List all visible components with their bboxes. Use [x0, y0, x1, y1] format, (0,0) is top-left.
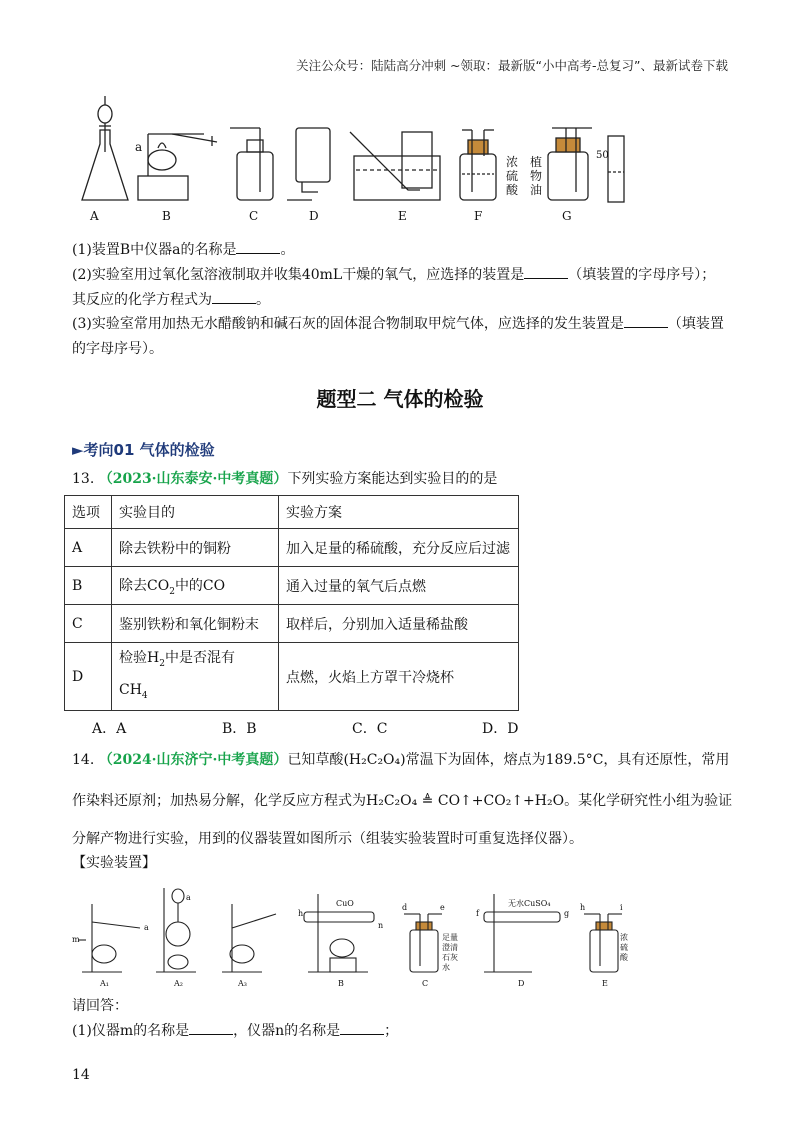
table-header-cell: 选项 [65, 496, 112, 529]
section-title: 题型二 气体的检验 [316, 387, 484, 411]
fig-label-c: C [249, 209, 259, 223]
label-m: m [72, 935, 80, 944]
answer-blank[interactable] [624, 313, 668, 328]
apparatus-a1 [78, 904, 140, 972]
q13-options [92, 718, 518, 738]
fig-label-d: D [309, 209, 319, 223]
apparatus-d [287, 128, 330, 200]
c-text-1: 足量 [442, 933, 458, 942]
label-f: f [476, 909, 479, 918]
q14-part1: (1)仪器m的名称是 ，仪器n的名称是 ； [72, 1019, 732, 1043]
fig-label-g: G [562, 209, 572, 223]
q14-line1: 14. （2024·山东济宁·中考真题）已知草酸(H₂C₂O₄)常温下为固体，熔点为189.5°C，具有还原性，常用 [72, 752, 730, 768]
q12-part2: (2)实验室用过氧化氢溶液制取并收集40mL干燥的氧气，应选择的装置是 （填装置的字母序号）； [72, 263, 732, 287]
q12-part1: (1)装置B中仪器a的名称是 。 [72, 238, 732, 262]
apparatus-a [82, 96, 128, 200]
label-cuo: CuO [336, 899, 354, 908]
answer-blank[interactable] [189, 1020, 233, 1035]
q12-part3-cont: 的字母序号）。 [72, 341, 163, 357]
q14-prompt: 请回答： [72, 998, 128, 1014]
answer-blank[interactable] [340, 1020, 384, 1035]
label-a1: a [144, 923, 149, 932]
label-a2: a [186, 893, 191, 902]
label-d: d [402, 903, 408, 912]
page-number: 14 [72, 1067, 90, 1083]
apparatus-c [230, 128, 273, 200]
label-g: g [564, 909, 570, 918]
apparatus-c2 [404, 914, 442, 972]
label-i: i [620, 903, 623, 912]
apparatus-e2 [584, 914, 622, 972]
page-header: 关注公众号：陆陆高分冲刺 ~领取：最新版“小中高考-总复习”、最新试卷下载 [296, 58, 728, 73]
table-row: C 鉴别铁粉和氧化铜粉末 取样后，分别加入适量稀盐酸 [65, 605, 519, 643]
g-scale: 50 [596, 150, 609, 161]
q12-part2-equation: 其反应的化学方程式为 。 [72, 288, 732, 312]
label-n: n [378, 921, 384, 930]
g-text-1: 植 [530, 155, 543, 169]
apparatus-a3 [222, 904, 276, 972]
fig-label-b: B [162, 209, 171, 223]
table-header-cell: 实验目的 [112, 496, 279, 529]
q14-line4: 【实验装置】 [72, 855, 156, 871]
fig-label-a: A [90, 209, 99, 223]
fig-label-f: F [474, 209, 483, 223]
q13-stem: 13. （2023·山东泰安·中考真题）下列实验方案能达到实验目的的是 [72, 471, 498, 487]
fig2-label-b: B [338, 979, 344, 988]
c-text-3: 石灰 [442, 953, 458, 962]
option-c[interactable]: C．C [352, 721, 388, 737]
apparatus-g [548, 128, 624, 202]
fig2-label-a3: A₃ [238, 979, 247, 988]
answer-blank[interactable] [236, 239, 280, 254]
fig2-label-e: E [602, 979, 608, 988]
apparatus-figure-1 [72, 92, 632, 226]
g-text-3: 油 [530, 183, 543, 197]
e-text-2: 硫 [620, 943, 628, 952]
subsection-title: ►考向01 气体的检验 [72, 441, 215, 459]
label-h2: h [580, 903, 586, 912]
c-text-4: 水 [442, 963, 450, 972]
table-header-row [65, 496, 519, 529]
fig-label-e: E [398, 209, 407, 223]
label-a-in-b: a [135, 140, 143, 154]
fig2-label-a1: A₁ [100, 979, 109, 988]
q13-table [64, 495, 519, 711]
f-text-2: 硫 [506, 169, 519, 183]
apparatus-b [138, 134, 217, 200]
label-cuso4: 无水CuSO₄ [508, 899, 551, 908]
answer-blank[interactable] [524, 264, 568, 279]
q14-line2: 作染料还原剂；加热易分解，化学反应方程式为H₂C₂O₄ ≜ CO↑+CO₂↑+H₂O。某化学研究性小组为验证 [72, 793, 733, 809]
e-text-1: 浓 [620, 933, 628, 942]
label-e: e [440, 903, 445, 912]
q14-source: （2024·山东济宁·中考真题） [98, 752, 288, 768]
fig2-label-a2: A₂ [174, 979, 183, 988]
apparatus-f [460, 130, 496, 200]
g-text-2: 物 [530, 169, 543, 183]
q14-line3: 分解产物进行实验，用到的仪器装置如图所示（组装实验装置时可重复选择仪器）。 [72, 831, 583, 847]
table-row: A 除去铁粉中的铜粉 加入足量的稀硫酸，充分反应后过滤 [65, 529, 519, 567]
f-text-1: 浓 [506, 155, 519, 169]
apparatus-figure-2 [72, 878, 632, 990]
table-header-cell: 实验方案 [279, 496, 519, 529]
fig2-label-d: D [518, 979, 525, 988]
option-b[interactable]: B．B [222, 721, 257, 737]
e-text-3: 酸 [620, 953, 628, 962]
label-h: h [298, 909, 304, 918]
f-text-3: 酸 [506, 183, 519, 197]
q13-source: （2023·山东泰安·中考真题） [98, 471, 288, 487]
table-row: D 检验$H_2$中是否混有 $CH_4$ 点燃，火焰上方罩干冷烧杯 [65, 643, 519, 711]
q12-part3: (3)实验室常用加热无水醋酸钠和碱石灰的固体混合物制取甲烷气体，应选择的发生装置是 （填装置 [72, 312, 732, 336]
c-text-2: 澄清 [442, 943, 458, 952]
table-row: B 除去$CO_2$中的CO 通入过量的氧气后点燃 [65, 567, 519, 605]
answer-blank[interactable] [212, 289, 256, 304]
fig2-label-c: C [422, 979, 429, 988]
option-a[interactable]: A．A [92, 721, 127, 737]
apparatus-e [350, 132, 440, 200]
option-d[interactable]: D．D [482, 721, 519, 737]
